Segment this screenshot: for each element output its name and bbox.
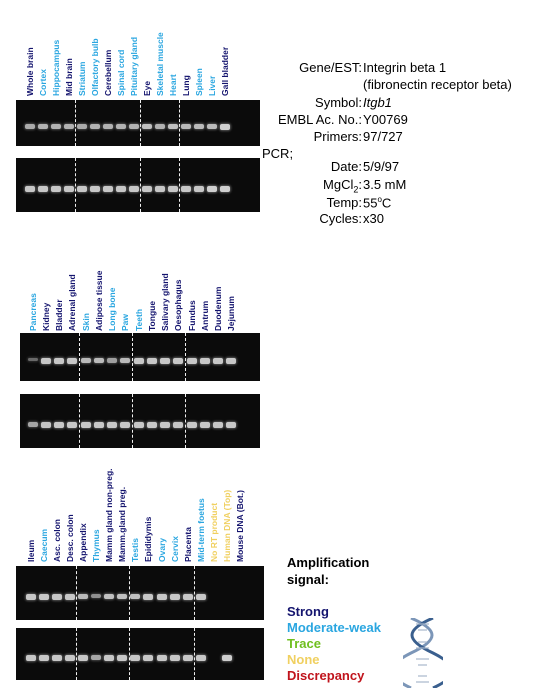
gel-band <box>226 422 236 428</box>
info-value: Y00769 <box>363 112 408 127</box>
lane-label: Caecum <box>38 528 49 562</box>
gel-band <box>51 124 61 129</box>
gel-band <box>25 124 35 129</box>
lane-group-divider <box>132 394 133 448</box>
lane-label: Long bone <box>107 287 117 331</box>
lane-group-divider <box>75 158 76 212</box>
lane-label: Mamm gland non-preg. <box>104 468 115 562</box>
lane-group-divider <box>179 158 180 212</box>
lane-label: Cortex <box>37 69 48 96</box>
gel-band <box>25 186 35 192</box>
lane-group-divider <box>129 566 130 620</box>
gel-image-top <box>16 100 260 146</box>
info-key: Date: <box>330 159 362 174</box>
lane-label: Mid-term foetus <box>195 498 206 562</box>
gel-band <box>28 358 38 361</box>
gel-band <box>170 594 180 600</box>
lane-label: Hippocampus <box>50 39 61 96</box>
mgcl-colon: : <box>358 177 362 192</box>
gel-band <box>129 186 139 192</box>
lane-label: Kidney <box>40 302 51 331</box>
gel-band <box>107 358 117 363</box>
lane-label: Thymus <box>91 529 101 562</box>
gel-band <box>52 655 62 661</box>
gel-band <box>160 358 170 364</box>
gel-band <box>54 358 64 364</box>
lane-label: Desc. colon <box>64 514 75 562</box>
lane-label: Mamm.gland preg. <box>117 486 128 562</box>
lane-label: Placenta <box>182 527 193 562</box>
gel-band <box>155 124 165 129</box>
lane-group-divider <box>185 333 186 381</box>
lane-label: Striatum <box>76 61 87 96</box>
gel-band <box>52 594 62 600</box>
lane-label: Gall bladder <box>219 46 230 96</box>
gel-band <box>187 358 197 364</box>
legend-item: None <box>287 652 320 667</box>
gel-band <box>194 186 204 192</box>
gel-band <box>196 655 206 661</box>
gel-band <box>67 422 77 428</box>
gel-band <box>134 422 144 428</box>
lane-label: Lung <box>180 75 191 96</box>
gel-band <box>120 358 130 363</box>
lane-label: Liver <box>206 75 217 96</box>
lane-label: Ovary <box>156 537 167 562</box>
gel-band <box>157 594 167 600</box>
lane-label: No RT product <box>208 502 219 562</box>
gel-band <box>78 655 88 661</box>
lane-group-divider <box>75 100 76 146</box>
legend-item: Trace <box>287 636 321 651</box>
legend-item: Strong <box>287 604 329 619</box>
gel-band <box>147 358 157 364</box>
gel-image-top <box>20 333 260 381</box>
lane-group-divider <box>129 628 130 680</box>
gel-band <box>130 594 140 599</box>
lane-label: Human DNA (Top) <box>222 489 232 562</box>
info-key: Temp: <box>326 195 362 210</box>
lane-label: Skeletal muscle <box>154 32 165 96</box>
gel-band <box>104 594 114 599</box>
gel-band <box>183 594 193 600</box>
gel-band <box>26 655 36 661</box>
gel-band <box>170 655 180 661</box>
lane-group-divider <box>132 333 133 381</box>
gel-band <box>130 655 140 661</box>
gel-band <box>155 186 165 192</box>
lane-label: Paw <box>120 313 131 331</box>
lane-label: Pituitary gland <box>128 36 139 96</box>
info-key: Gene/EST: <box>299 60 362 75</box>
info-key: Primers: <box>313 129 362 144</box>
gel-band <box>90 124 100 129</box>
gel-band <box>104 655 114 661</box>
gel-band <box>196 594 206 600</box>
lane-group-divider <box>140 100 141 146</box>
gel-band <box>120 422 130 428</box>
gel-band <box>222 655 232 661</box>
lane-label: Adipose tissue <box>93 270 104 331</box>
lane-label: Testis <box>130 538 141 562</box>
lane-label: Cerebellum <box>102 49 113 96</box>
gel-band <box>28 422 38 427</box>
lane-label: Spinal cord <box>115 49 126 96</box>
gel-band <box>116 186 126 192</box>
lane-group-divider <box>185 394 186 448</box>
gel-band <box>94 422 104 428</box>
info-key <box>323 178 362 195</box>
gel-band <box>117 655 127 661</box>
gel-band <box>157 655 167 661</box>
info-value: (fibronectin receptor beta) <box>363 77 512 92</box>
gel-band <box>116 124 126 129</box>
lane-label: Olfactory bulb <box>89 38 100 96</box>
gel-band <box>90 186 100 192</box>
gel-band <box>51 186 61 192</box>
gel-band <box>181 124 191 129</box>
legend-item: Moderate-weak <box>287 620 381 635</box>
gel-band <box>207 124 217 129</box>
info-value: x30 <box>363 211 384 226</box>
gel-band <box>81 358 91 363</box>
legend-title-line1: Amplification <box>287 555 370 570</box>
legend-item: Discrepancy <box>287 668 365 683</box>
gel-band <box>173 358 183 364</box>
lane-label: Oesophagus <box>173 279 184 331</box>
gel-band <box>173 422 183 428</box>
gel-band <box>129 124 139 129</box>
gel-band <box>81 422 91 428</box>
lane-label: Salivary gland <box>160 273 170 331</box>
lane-label: Fundus <box>186 300 197 331</box>
gel-band <box>78 594 88 599</box>
lane-label: Eye <box>141 80 152 96</box>
lane-group-divider <box>79 333 80 381</box>
lane-label: Heart <box>167 74 178 96</box>
lane-label: Cervix <box>169 536 180 562</box>
gel-band <box>64 124 74 129</box>
lane-group-divider <box>76 628 77 680</box>
gel-band <box>200 358 210 364</box>
dna-helix-icon <box>403 618 443 688</box>
info-key: Symbol: <box>315 95 362 110</box>
gel-band <box>77 186 87 192</box>
lane-label: Pancreas <box>27 293 38 331</box>
gel-band <box>38 186 48 192</box>
lane-group-divider <box>140 158 141 212</box>
gel-band <box>168 124 178 129</box>
info-value: 3.5 mM <box>363 177 407 192</box>
lane-label: Ileum <box>25 539 36 562</box>
gel-image-bottom <box>16 158 260 212</box>
info-value: 5/9/97 <box>363 159 400 174</box>
info-value: Integrin beta 1 <box>363 60 447 75</box>
gel-band <box>194 124 204 129</box>
lane-label: Spleen <box>193 68 204 96</box>
lane-group-divider <box>194 566 195 620</box>
lane-label: Asc. colon <box>51 519 62 562</box>
gel-band <box>94 358 104 363</box>
gel-band <box>91 594 101 598</box>
gel-band <box>67 358 77 364</box>
gel-band <box>64 186 74 192</box>
gel-band <box>26 594 36 600</box>
lane-group-divider <box>194 628 195 680</box>
gel-band <box>187 422 197 428</box>
lane-label: Skin <box>80 313 91 331</box>
info-value: 97/727 <box>363 129 403 144</box>
lane-label: Tongue <box>146 300 157 331</box>
gel-band <box>54 422 64 428</box>
gel-band <box>147 422 157 428</box>
gel-band <box>213 358 223 364</box>
gel-band <box>65 594 75 600</box>
info-value <box>363 196 391 209</box>
lane-label: Duodenum <box>213 286 223 331</box>
lane-label: Adrenal gland <box>67 274 78 331</box>
gel-band <box>38 124 48 129</box>
temp-value: 55 <box>363 195 378 211</box>
gel-band <box>183 655 193 661</box>
legend-title-line2: signal: <box>287 572 329 587</box>
gel-band <box>142 186 152 192</box>
gel-band <box>39 594 49 600</box>
temp-unit: C <box>381 195 392 211</box>
gel-band <box>41 358 51 364</box>
lane-label: Epididymis <box>143 516 154 562</box>
gel-band <box>134 358 144 364</box>
gel-image-top <box>16 566 264 620</box>
lane-label: Appendix <box>77 523 88 562</box>
info-key: PCR; <box>262 146 294 161</box>
lane-group-divider <box>76 566 77 620</box>
degree-symbol: o <box>377 195 382 204</box>
lane-label: Bladder <box>54 299 64 331</box>
mgcl-subscript: 2 <box>353 184 359 195</box>
gel-band <box>65 655 75 661</box>
gel-band <box>107 422 117 428</box>
lane-label: Mouse DNA (Bot.) <box>235 490 246 562</box>
gel-band <box>226 358 236 364</box>
gel-band <box>103 186 113 192</box>
lane-group-divider <box>79 394 80 448</box>
info-key: Cycles: <box>319 211 362 226</box>
gel-band <box>220 186 230 192</box>
info-value: Itgb1 <box>363 95 392 110</box>
lane-label: Antrum <box>199 300 210 331</box>
gel-band <box>200 422 210 428</box>
gel-band <box>181 186 191 192</box>
gel-band <box>168 186 178 192</box>
gel-image-bottom <box>16 628 264 680</box>
gel-band <box>142 124 152 129</box>
gel-band <box>91 655 101 660</box>
gel-band <box>41 422 51 428</box>
mgcl-label: MgCl <box>323 177 354 192</box>
gel-band <box>160 422 170 428</box>
gel-band <box>213 422 223 428</box>
info-key: EMBL Ac. No.: <box>277 112 362 127</box>
lane-label: Whole brain <box>24 47 35 96</box>
gel-band <box>220 124 230 130</box>
lane-group-divider <box>179 100 180 146</box>
gel-band <box>143 594 153 600</box>
gel-band <box>39 655 49 661</box>
gel-image-bottom <box>20 394 260 448</box>
lane-label: Jejunum <box>226 296 237 331</box>
gel-band <box>143 655 153 661</box>
gel-band <box>117 594 127 599</box>
lane-label: Teeth <box>133 308 144 331</box>
gel-band <box>207 186 217 192</box>
lane-label: Mid brain <box>63 58 74 96</box>
gel-band <box>103 124 113 129</box>
gel-band <box>77 124 87 129</box>
